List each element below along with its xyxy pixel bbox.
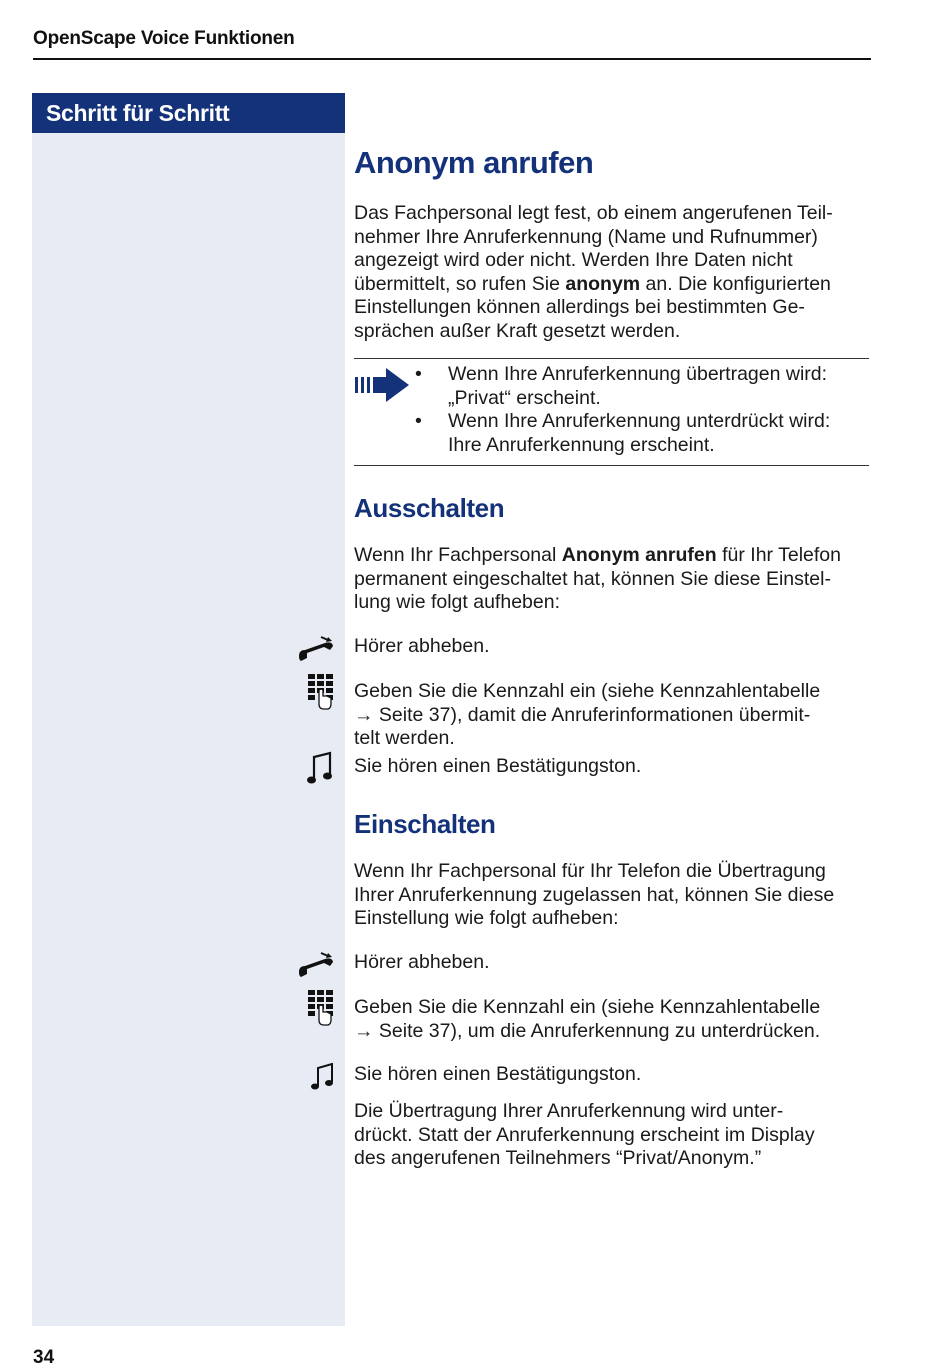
note-text: Ihre Anruferkennung erscheint. — [448, 433, 715, 456]
off-intro — [354, 544, 874, 615]
note-arrow-icon — [355, 368, 411, 402]
intro-line: angezeigt wird oder nicht. Werden Ihre Daten nicht — [354, 249, 793, 272]
header-rule — [33, 58, 871, 60]
off-step-tone: Sie hören einen Bestätigungston. — [354, 755, 642, 777]
bullet: • — [415, 410, 422, 433]
header-title: OpenScape Voice Funktionen — [33, 28, 295, 49]
off-step-line: telt werden. — [354, 727, 455, 750]
handset-lift-icon — [297, 634, 335, 662]
off-step-line: → Seite 37), damit die Anruferinformationen übermit- — [354, 703, 811, 726]
intro-paragraph — [354, 202, 874, 344]
on-outro-line: Die Übertragung Ihrer Anruferkennung wird unter- — [354, 1100, 784, 1122]
off-intro-line — [354, 544, 874, 568]
on-step-lift: Hörer abheben. — [354, 951, 490, 973]
keypad-icon — [308, 674, 334, 710]
intro-line: Einstellungen können allerdings bei bestimmten Ge- — [354, 296, 805, 319]
off-step-lift: Hörer abheben. — [354, 635, 490, 657]
off-intro-line: permanent eingeschaltet hat, können Sie diese Einstel- — [354, 567, 831, 590]
on-step-line: Geben Sie die Kennzahl ein (siehe Kennzahlentabelle — [354, 996, 821, 1018]
page-number: 34 — [33, 1347, 55, 1368]
sidebar — [32, 93, 345, 1326]
note-item — [410, 410, 875, 457]
on-step-line: → Seite 37), um die Anruferkennung zu unterdrücken. — [354, 1019, 821, 1042]
on-intro-line: Einstellung wie folgt aufheben: — [354, 907, 619, 930]
note-list — [410, 363, 875, 457]
intro-bold: anonym — [565, 272, 641, 295]
on-outro-line: des angerufenen Teilnehmers “Privat/Anonym.” — [354, 1147, 762, 1170]
intro-line: Das Fachpersonal legt fest, ob einem angerufenen Teil- — [354, 202, 833, 224]
off-bold: Anonym anrufen — [561, 544, 717, 566]
keypad-icon — [308, 990, 334, 1026]
note-text: Wenn Ihre Anruferkennung übertragen wird: — [448, 363, 828, 385]
intro-line: sprächen außer Kraft gesetzt werden. — [354, 319, 681, 342]
off-text: für Ihr Telefon — [716, 544, 841, 566]
on-intro-line: Ihrer Anruferkennung zugelassen hat, können Sie diese — [354, 883, 835, 906]
note-top-rule — [354, 358, 869, 359]
on-outro — [354, 1100, 874, 1171]
intro-text: übermittelt, so rufen Sie — [354, 272, 566, 295]
off-text: Wenn Ihr Fachpersonal — [354, 544, 562, 566]
on-outro-line: drückt. Statt der Anruferkennung erscheint im Display — [354, 1123, 815, 1146]
sidebar-title: Schritt für Schritt — [32, 93, 345, 133]
note-item — [410, 363, 875, 410]
tone-icon — [307, 751, 333, 785]
note-text: „Privat“ erscheint. — [448, 386, 601, 409]
off-step-line: Geben Sie die Kennzahl ein (siehe Kennzahlentabelle — [354, 680, 821, 702]
on-step-code — [354, 996, 874, 1043]
tone-icon — [311, 1063, 335, 1091]
intro-line: nehmer Ihre Anruferkennung (Name und Rufnummer) — [354, 225, 818, 248]
off-intro-line: lung wie folgt aufheben: — [354, 591, 560, 614]
note-bottom-rule — [354, 465, 869, 466]
note-text: Wenn Ihre Anruferkennung unterdrückt wird: — [448, 410, 831, 433]
on-step-tone: Sie hören einen Bestätigungston. — [354, 1063, 642, 1085]
on-intro — [354, 860, 874, 931]
section-heading-off: Ausschalten — [354, 493, 505, 523]
intro-text: an. Die konfigurierten — [640, 272, 831, 295]
on-intro-line: Wenn Ihr Fachpersonal für Ihr Telefon die Übertragung — [354, 860, 826, 882]
intro-line — [354, 273, 874, 297]
bullet: • — [415, 363, 422, 385]
off-step-code — [354, 680, 874, 751]
section-heading-on: Einschalten — [354, 809, 496, 839]
handset-lift-icon — [297, 950, 335, 978]
page-title: Anonym anrufen — [354, 145, 594, 180]
